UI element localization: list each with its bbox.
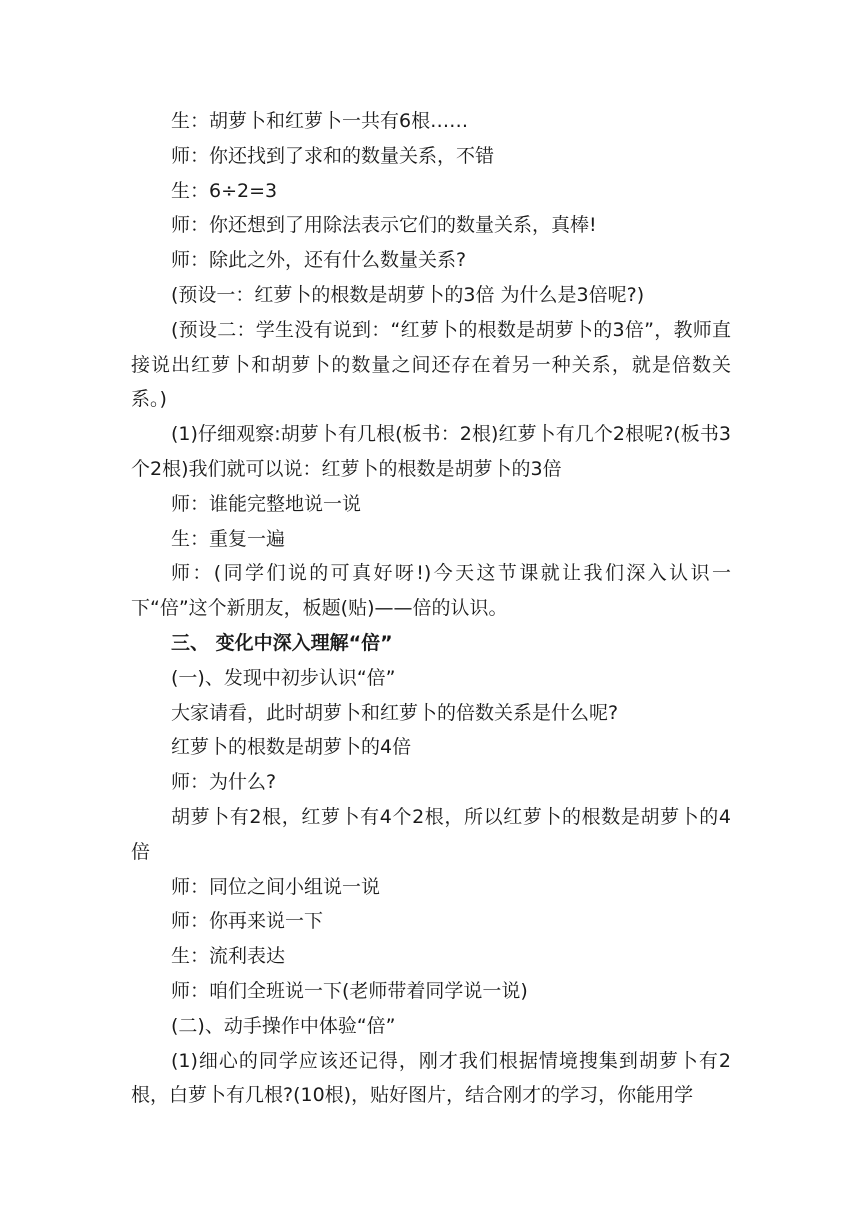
- paragraph-8: (1)仔细观察:胡萝卜有几根(板书：2根)红萝卜有几个2根呢?(板书3个2根)我们就可以说：红萝卜的根数是胡萝卜的3倍: [131, 423, 731, 480]
- paragraph-4: 师：你还想到了用除法表示它们的数量关系，真棒!: [171, 214, 597, 237]
- paragraph-10: 生：重复一遍: [171, 527, 286, 550]
- paragraph-19: 师：你再来说一下: [171, 910, 324, 933]
- paragraph-9: 师：谁能完整地说一说: [171, 492, 362, 515]
- paragraph-5: 师：除此之外，还有什么数量关系?: [171, 249, 467, 272]
- paragraph-17: 胡萝卜有2根，红萝卜有4个2根，所以红萝卜的根数是胡萝卜的4倍: [131, 805, 731, 863]
- paragraph-20: 生：流利表达: [171, 945, 286, 968]
- paragraph-1: 生：胡萝卜和红萝卜一共有6根……: [171, 110, 469, 132]
- paragraph-16: 师：为什么?: [171, 771, 277, 794]
- paragraph-2: 师：你还找到了求和的数量关系，不错: [171, 144, 495, 167]
- paragraph-15: 红萝卜的根数是胡萝卜的4倍: [171, 736, 412, 759]
- paragraph-18: 师：同位之间小组说一说: [171, 875, 381, 898]
- section-heading: 三、 变化中深入理解“倍”: [171, 631, 393, 654]
- subsection-heading-2: (二)、动手操作中体验“倍”: [171, 1014, 396, 1037]
- subsection-heading-1: (一)、发现中初步认识“倍”: [171, 666, 396, 689]
- paragraph-14: 大家请看，此时胡萝卜和红萝卜的倍数关系是什么呢?: [171, 701, 619, 724]
- paragraph-21: 师：咱们全班说一下(老师带着同学说一说): [171, 979, 528, 1002]
- document-page: [131, 104, 731, 1113]
- paragraph-3: 生：6÷2=3: [171, 179, 278, 202]
- paragraph-7: (预设二：学生没有说到：“红萝卜的根数是胡萝卜的3倍”，教师直接说出红萝卜和胡萝卜的数量之间还存在着另一种关系，就是倍数关系。): [131, 318, 731, 411]
- paragraph-23: (1)细心的同学应该还记得，刚才我们根据情境搜集到胡萝卜有2根，白萝卜有几根?(10根)，贴好图片，结合刚才的学习，你能用学: [131, 1049, 731, 1107]
- paragraph-11: 师：(同学们说的可真好呀!)今天这节课就让我们深入认识一下“倍”这个新朋友，板题(贴)——倍的认识。: [131, 562, 731, 620]
- paragraph-6: (预设一：红萝卜的根数是胡萝卜的3倍 为什么是3倍呢?): [171, 283, 645, 306]
